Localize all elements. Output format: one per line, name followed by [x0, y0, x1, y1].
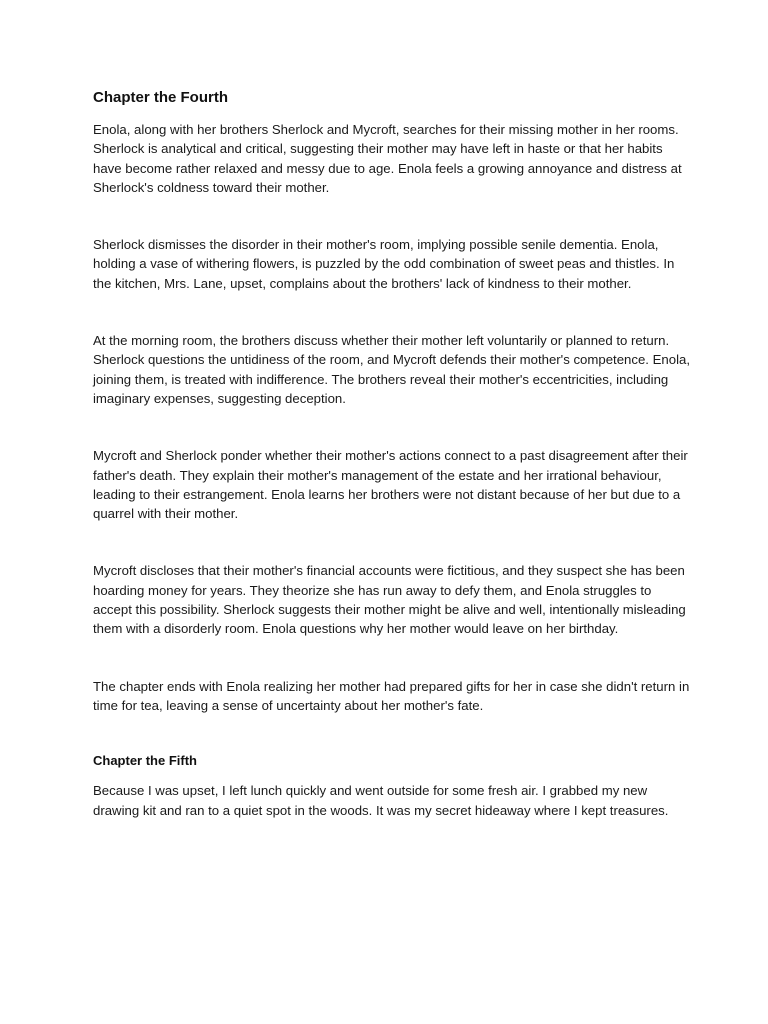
paragraph: Mycroft discloses that their mother's financial accounts were fictitious, and they suspect she has been hoarding money for years. They theorize she has run away to defy them, and Enola struggles to accept this possibility. Sherlock suggests their mother might be alive and well, intentionally misleading them with a disorderly room. Enola questions why her mother would leave on her birthday.	[93, 563, 686, 637]
paragraph: Mycroft and Sherlock ponder whether their mother's actions connect to a past disagreement after their father's death. They explain their mother's management of the estate and her irrational behaviour, leading to their estrangement. Enola learns her brothers were not distant because of her but due to a quarrel with their mother.	[93, 448, 688, 522]
paragraph: Sherlock dismisses the disorder in their mother's room, implying possible senile dementia. Enola, holding a vase of withering flowers, is puzzled by the odd combination of sweet peas and thistles. In the kitchen, Mrs. Lane, upset, complains about the brothers' lack of kindness to their mother.	[93, 237, 675, 291]
paragraph: At the morning room, the brothers discuss whether their mother left voluntarily or planned to return. Sherlock questions the untidiness of the room, and Mycroft defends their mother's competence. Enola, joining them, is treated with indifference. The brothers reveal their mother's eccentricities, including imaginary expenses, suggesting deception.	[93, 333, 691, 406]
chapter-heading: Chapter the Fifth	[93, 753, 197, 769]
paragraph: Because I was upset, I left lunch quickly and went outside for some fresh air. I grabbed my new drawing kit and ran to a quiet spot in the woods. It was my secret hideaway where I kept treasures.	[93, 783, 669, 818]
document-page	[93, 88, 693, 858]
paragraph: The chapter ends with Enola realizing her mother had prepared gifts for her in case she didn't return in time for tea, leaving a sense of uncertainty about her mother's fate.	[93, 678, 690, 713]
chapter-heading: Chapter the Fourth	[93, 89, 228, 106]
paragraph: Enola, along with her brothers Sherlock and Mycroft, searches for their missing mother in her rooms. Sherlock is analytical and critical, suggesting their mother may have left in haste or that her habits have become rather relaxed and messy due to age. Enola feels a growing annoyance and distress at Sherlock's coldness toward their mother.	[93, 122, 682, 195]
